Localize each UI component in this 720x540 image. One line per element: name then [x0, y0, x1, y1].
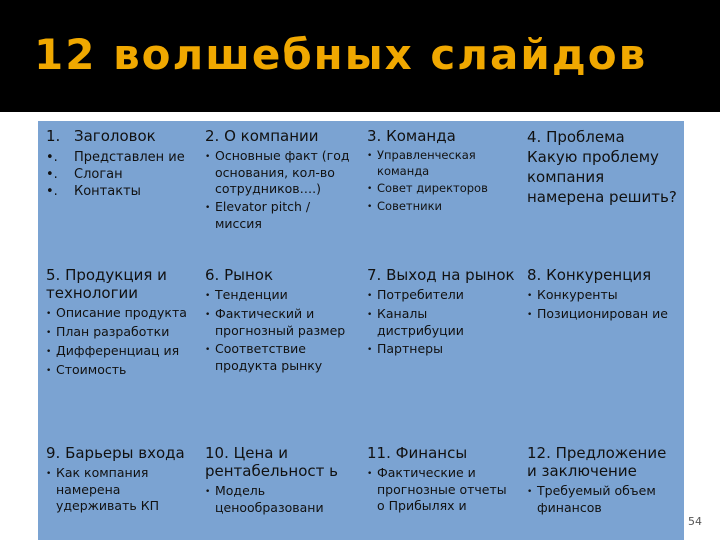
cell-2-company: [205, 127, 353, 263]
list-item: • Совет директоров: [367, 181, 515, 197]
list-item: • Дифференциац ия: [46, 343, 196, 360]
list-item: • Elevator pitch / миссия: [205, 199, 353, 232]
cell-heading: 9. Барьеры входа: [46, 444, 185, 462]
list-item: • Основные факт (год основания, кол-во сотрудников….): [205, 148, 353, 197]
cell-heading: 3. Команда: [367, 127, 456, 145]
cell-heading: 5. Продукция и технологии: [46, 266, 167, 302]
cell-heading: 2. О компании: [205, 127, 319, 145]
page-number: 54: [688, 515, 702, 528]
cell-heading: 10. Цена и рентабельност ь: [205, 444, 338, 480]
cell-heading: 8. Конкуренция: [527, 266, 652, 284]
cell-9-barriers: [46, 444, 196, 540]
list-item: • Позиционирован ие: [527, 306, 677, 323]
cell-11-finance: [367, 444, 515, 540]
list-item: • Соответствие продукта рынку: [205, 341, 353, 374]
cell-6-market: [205, 266, 353, 436]
cell-heading: 4. Проблема Какую проблему компания намерена решить?: [527, 128, 677, 206]
cell-heading: 12. Предложение и заключение: [527, 444, 667, 480]
cell-7-go-to-market: [367, 266, 515, 436]
cell-heading: 6. Рынок: [205, 266, 274, 284]
list-item: • Каналы дистрибуции: [367, 306, 515, 339]
list-item: •. Представлен ие: [46, 150, 185, 165]
list-item: • Модель ценообразовани: [205, 483, 353, 516]
list-item: • Конкуренты: [527, 287, 677, 304]
list-item: • Управленческая команда: [367, 148, 515, 179]
list-item: • Описание продукта: [46, 305, 196, 322]
list-item: • Как компания намерена удерживать КП: [46, 465, 196, 514]
slide-title: 12 волшебных слайдов: [34, 30, 648, 79]
cell-3-team: [367, 127, 515, 263]
list-item: 1. Заголовок: [46, 127, 156, 145]
list-item: •. Контакты: [46, 184, 141, 199]
cell-heading: 11. Финансы: [367, 444, 468, 462]
cell-5-product: [46, 266, 196, 436]
cell-8-competition: [527, 266, 677, 436]
cell-12-offer: [527, 444, 677, 540]
title-bar: [0, 0, 720, 112]
list-item: • Стоимость: [46, 362, 196, 379]
list-item: • Требуемый объем финансов: [527, 483, 677, 516]
list-item: • Потребители: [367, 287, 515, 304]
list-item: • Партнеры: [367, 341, 515, 358]
list-item: • План разработки: [46, 324, 196, 341]
list-item: •. Слоган: [46, 167, 123, 182]
list-item: • Тенденции: [205, 287, 353, 304]
list-item: • Фактические и прогнозные отчеты о Прибылях и: [367, 465, 515, 514]
list-item: • Советники: [367, 199, 515, 215]
cell-4-problem: [527, 127, 677, 263]
cell-1-list: [46, 127, 192, 200]
cell-10-pricing: [205, 444, 353, 540]
slides-grid: [38, 121, 684, 540]
list-item: • Фактический и прогнозный размер: [205, 306, 353, 339]
cell-heading: 7. Выход на рынок: [367, 266, 515, 284]
cell-1-title: [46, 127, 192, 263]
